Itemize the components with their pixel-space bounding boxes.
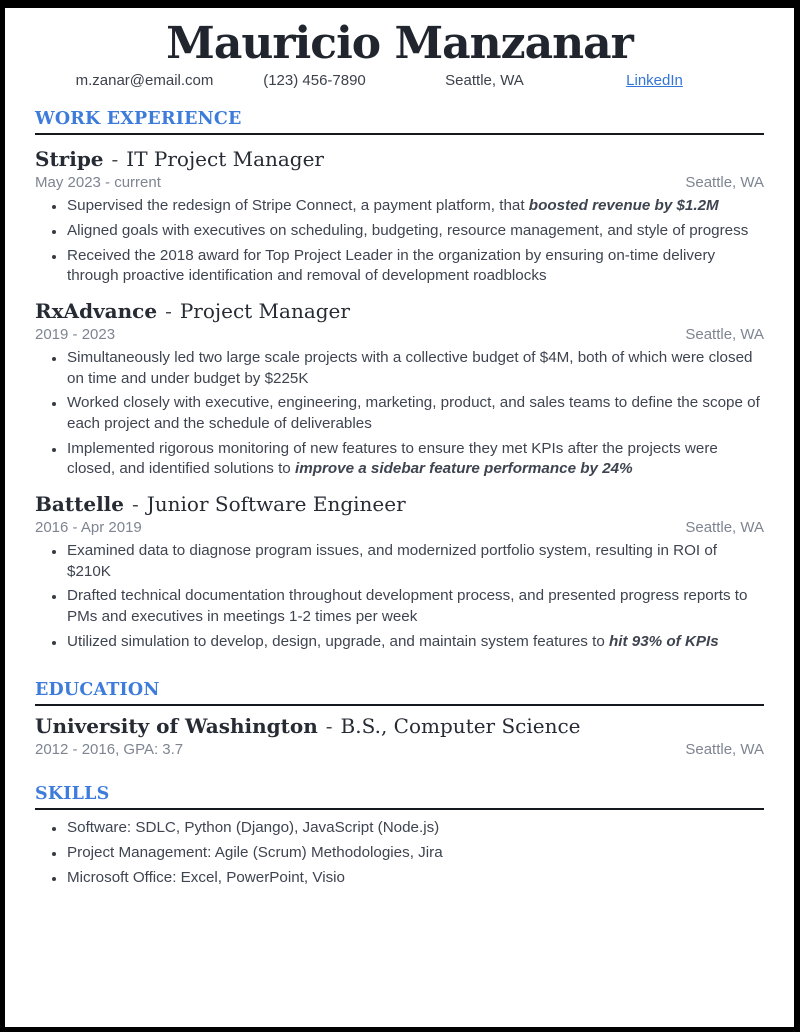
bullet-text: Supervised the redesign of Stripe Connect, a payment platform, that [67,197,529,215]
section-title-skills: SKILLS [35,784,110,805]
education-location: Seattle, WA [685,741,764,759]
job-title: Junior Software Engineer [146,492,406,517]
bullet-text: Worked closely with executive, engineering, marketing, product, and sales teams to define the scope of each project and the schedule of deliverables [67,394,760,433]
bullet-text: Utilized simulation to develop, design, upgrade, and maintain system features to [67,632,609,650]
bullet-text: Examined data to diagnose program issues, and modernized portfolio system, resulting in ROI of $210K [67,542,718,580]
bullet-text: Software: SDLC, Python (Django), JavaScript (Node.js) [67,819,440,837]
work-experience-section [35,109,764,652]
education-heading [35,714,764,739]
bullet-text: Project Management: Agile (Scrum) Methodologies, Jira [67,844,443,862]
bullet-text: Drafted technical documentation throughout development process, and presented progress reports to PMs and executives in meetings 1-2 times per week [67,587,748,626]
contact-link-wrap [570,72,740,89]
job-bullets [35,196,764,287]
job-entry [35,299,764,480]
highlight-text: hit 93% of KPIs [609,632,719,650]
job-dates: 2019 - 2023 [35,326,116,344]
contact-row [35,72,764,89]
highlight-text: improve a sidebar feature performance by 24% [294,460,633,478]
job-bullet [66,632,764,653]
education-dates: 2012 - 2016, GPA: 3.7 [35,741,184,759]
section-rule [35,704,764,706]
job-entry [35,147,764,287]
job-bullet [66,541,764,582]
contact-email: m.zanar@email.com [75,72,214,90]
job-heading [35,492,764,517]
job-title: IT Project Manager [126,147,324,172]
job-title: Project Manager [179,299,350,324]
education-meta [35,741,764,758]
separator: - [165,299,172,324]
job-meta [35,326,764,343]
contact-location: Seattle, WA [445,72,524,90]
skill-item [66,843,764,864]
job-bullet [66,246,764,287]
job-bullets [35,348,764,480]
bullet-text: Received the 2018 award for Top Project Leader in the organization by ensuring on-time delivery through proactive identification and removal of development roadblocks [67,246,716,285]
job-meta [35,174,764,191]
contact-phone: (123) 456-7890 [263,72,366,90]
job-bullet [66,348,764,389]
job-dates: May 2023 - current [35,174,161,192]
company-name: Stripe [35,147,104,172]
job-bullet [66,221,764,242]
job-heading [35,299,764,324]
company-name: Battelle [35,492,124,517]
job-bullet [66,196,764,217]
bullet-text: Aligned goals with executives on scheduling, budgeting, resource management, and style of progress [67,222,749,240]
skill-item [66,868,764,889]
separator: - [325,714,333,739]
bullet-text: Microsoft Office: Excel, PowerPoint, Visio [67,868,345,886]
job-location: Seattle, WA [685,174,764,192]
school-name: University of Washington [35,714,318,739]
separator: - [111,147,119,172]
education-entry [35,714,764,758]
section-rule [35,133,764,135]
linkedin-link[interactable]: LinkedIn [626,72,683,90]
job-meta [35,519,764,536]
section-title-education: EDUCATION [35,680,160,701]
skills-section [35,784,764,888]
work-entries [35,147,764,652]
job-bullet [66,393,764,434]
job-heading [35,147,764,172]
section-rule [35,808,764,810]
skill-item [66,818,764,839]
candidate-name: Mauricio Manzanar [166,18,633,69]
skills-list [35,818,764,888]
bullet-text: Implemented rigorous monitoring of new features to ensure they met KPIs after the projects were closed, and identified solutions to [67,439,718,478]
section-title-work: WORK EXPERIENCE [35,109,242,130]
job-dates: 2016 - Apr 2019 [35,519,142,537]
job-location: Seattle, WA [685,326,764,344]
education-section [35,680,764,758]
degree: B.S., Computer Science [340,714,581,739]
job-bullet [66,586,764,627]
highlight-text: boosted revenue by $1.2M [528,197,719,215]
job-location: Seattle, WA [685,519,764,537]
bullet-text: Simultaneously led two large scale projects with a collective budget of $4M, both of which were closed on time and under budget by $225K [67,349,753,387]
job-bullet [66,439,764,480]
job-entry [35,492,764,652]
company-name: RxAdvance [35,299,158,324]
separator: - [131,492,139,517]
job-bullets [35,541,764,652]
